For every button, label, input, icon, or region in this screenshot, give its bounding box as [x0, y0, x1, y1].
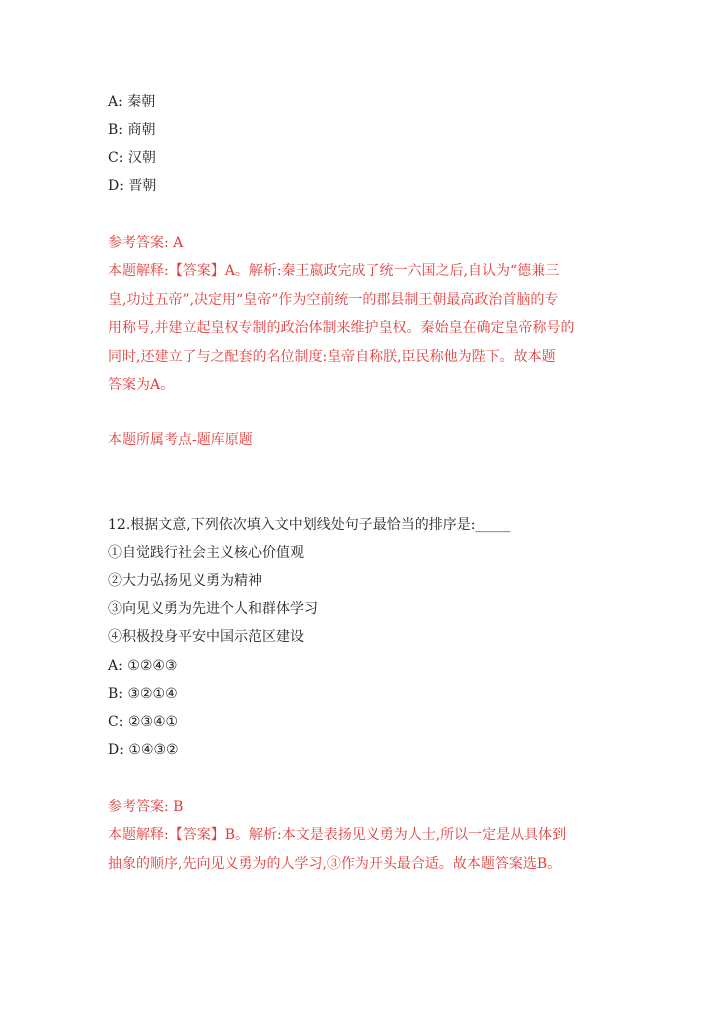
q12-option-a: A: ①②④③: [108, 658, 178, 674]
q12-answer: 参考答案: B: [108, 799, 184, 815]
q11-option-d: D: 晋朝: [108, 178, 157, 194]
q11-option-b: B: 商朝: [108, 122, 156, 138]
q11-explanation-line: 用称号,并建立起皇权专制的政治体制来维护皇权。秦始皇在确定皇帝称号的: [108, 320, 575, 336]
q11-explanation-line: 同时,还建立了与之配套的名位制度:皇帝自称朕,臣民称他为陛下。故本题: [108, 348, 556, 365]
q12-option-c: C: ②③④①: [108, 714, 179, 730]
q11-source: 本题所属考点-题库原题: [108, 432, 253, 448]
q12-item-3: ③向见义勇为先进个人和群体学习: [108, 601, 318, 617]
q11-explanation: [108, 257, 611, 400]
q12-item-4: ④积极投身平安中国示范区建设: [108, 629, 304, 645]
q12-item-2: ②大力弘扬见义勇为精神: [108, 573, 262, 589]
q11-explanation-line: 本题解释:【答案】A。解析:秦王嬴政完成了统一六国之后,自认为“德兼三: [108, 263, 560, 279]
q12-option-b: B: ③②①④: [108, 686, 178, 702]
q12-option-d: D: ①④③②: [108, 742, 179, 758]
q11-option-c: C: 汉朝: [108, 150, 156, 166]
q12-item-1: ①自觉践行社会主义核心价值观: [108, 545, 304, 561]
q11-explanation-line: 皇,功过五帝”,决定用“皇帝”作为空前统一的郡县制王朝最高政治首脑的专: [108, 291, 559, 308]
q12-explanation-line: 本题解释:【答案】B。解析:本文是表扬见义勇为人士,所以一定是从具体到: [108, 827, 567, 843]
q11-explanation-line: 答案为A。: [108, 377, 175, 393]
q11-option-a: A: 秦朝: [108, 94, 156, 110]
q11-answer: 参考答案: A: [108, 235, 184, 251]
q12-stem: 12.根据文意,下列依次填入文中划线处句子最恰当的排序是:_____: [108, 517, 511, 533]
q12-explanation-line: 抽象的顺序,先向见义勇为的人学习,③作为开头最合适。故本题答案选B。: [108, 855, 562, 872]
q12-explanation: [108, 821, 611, 878]
